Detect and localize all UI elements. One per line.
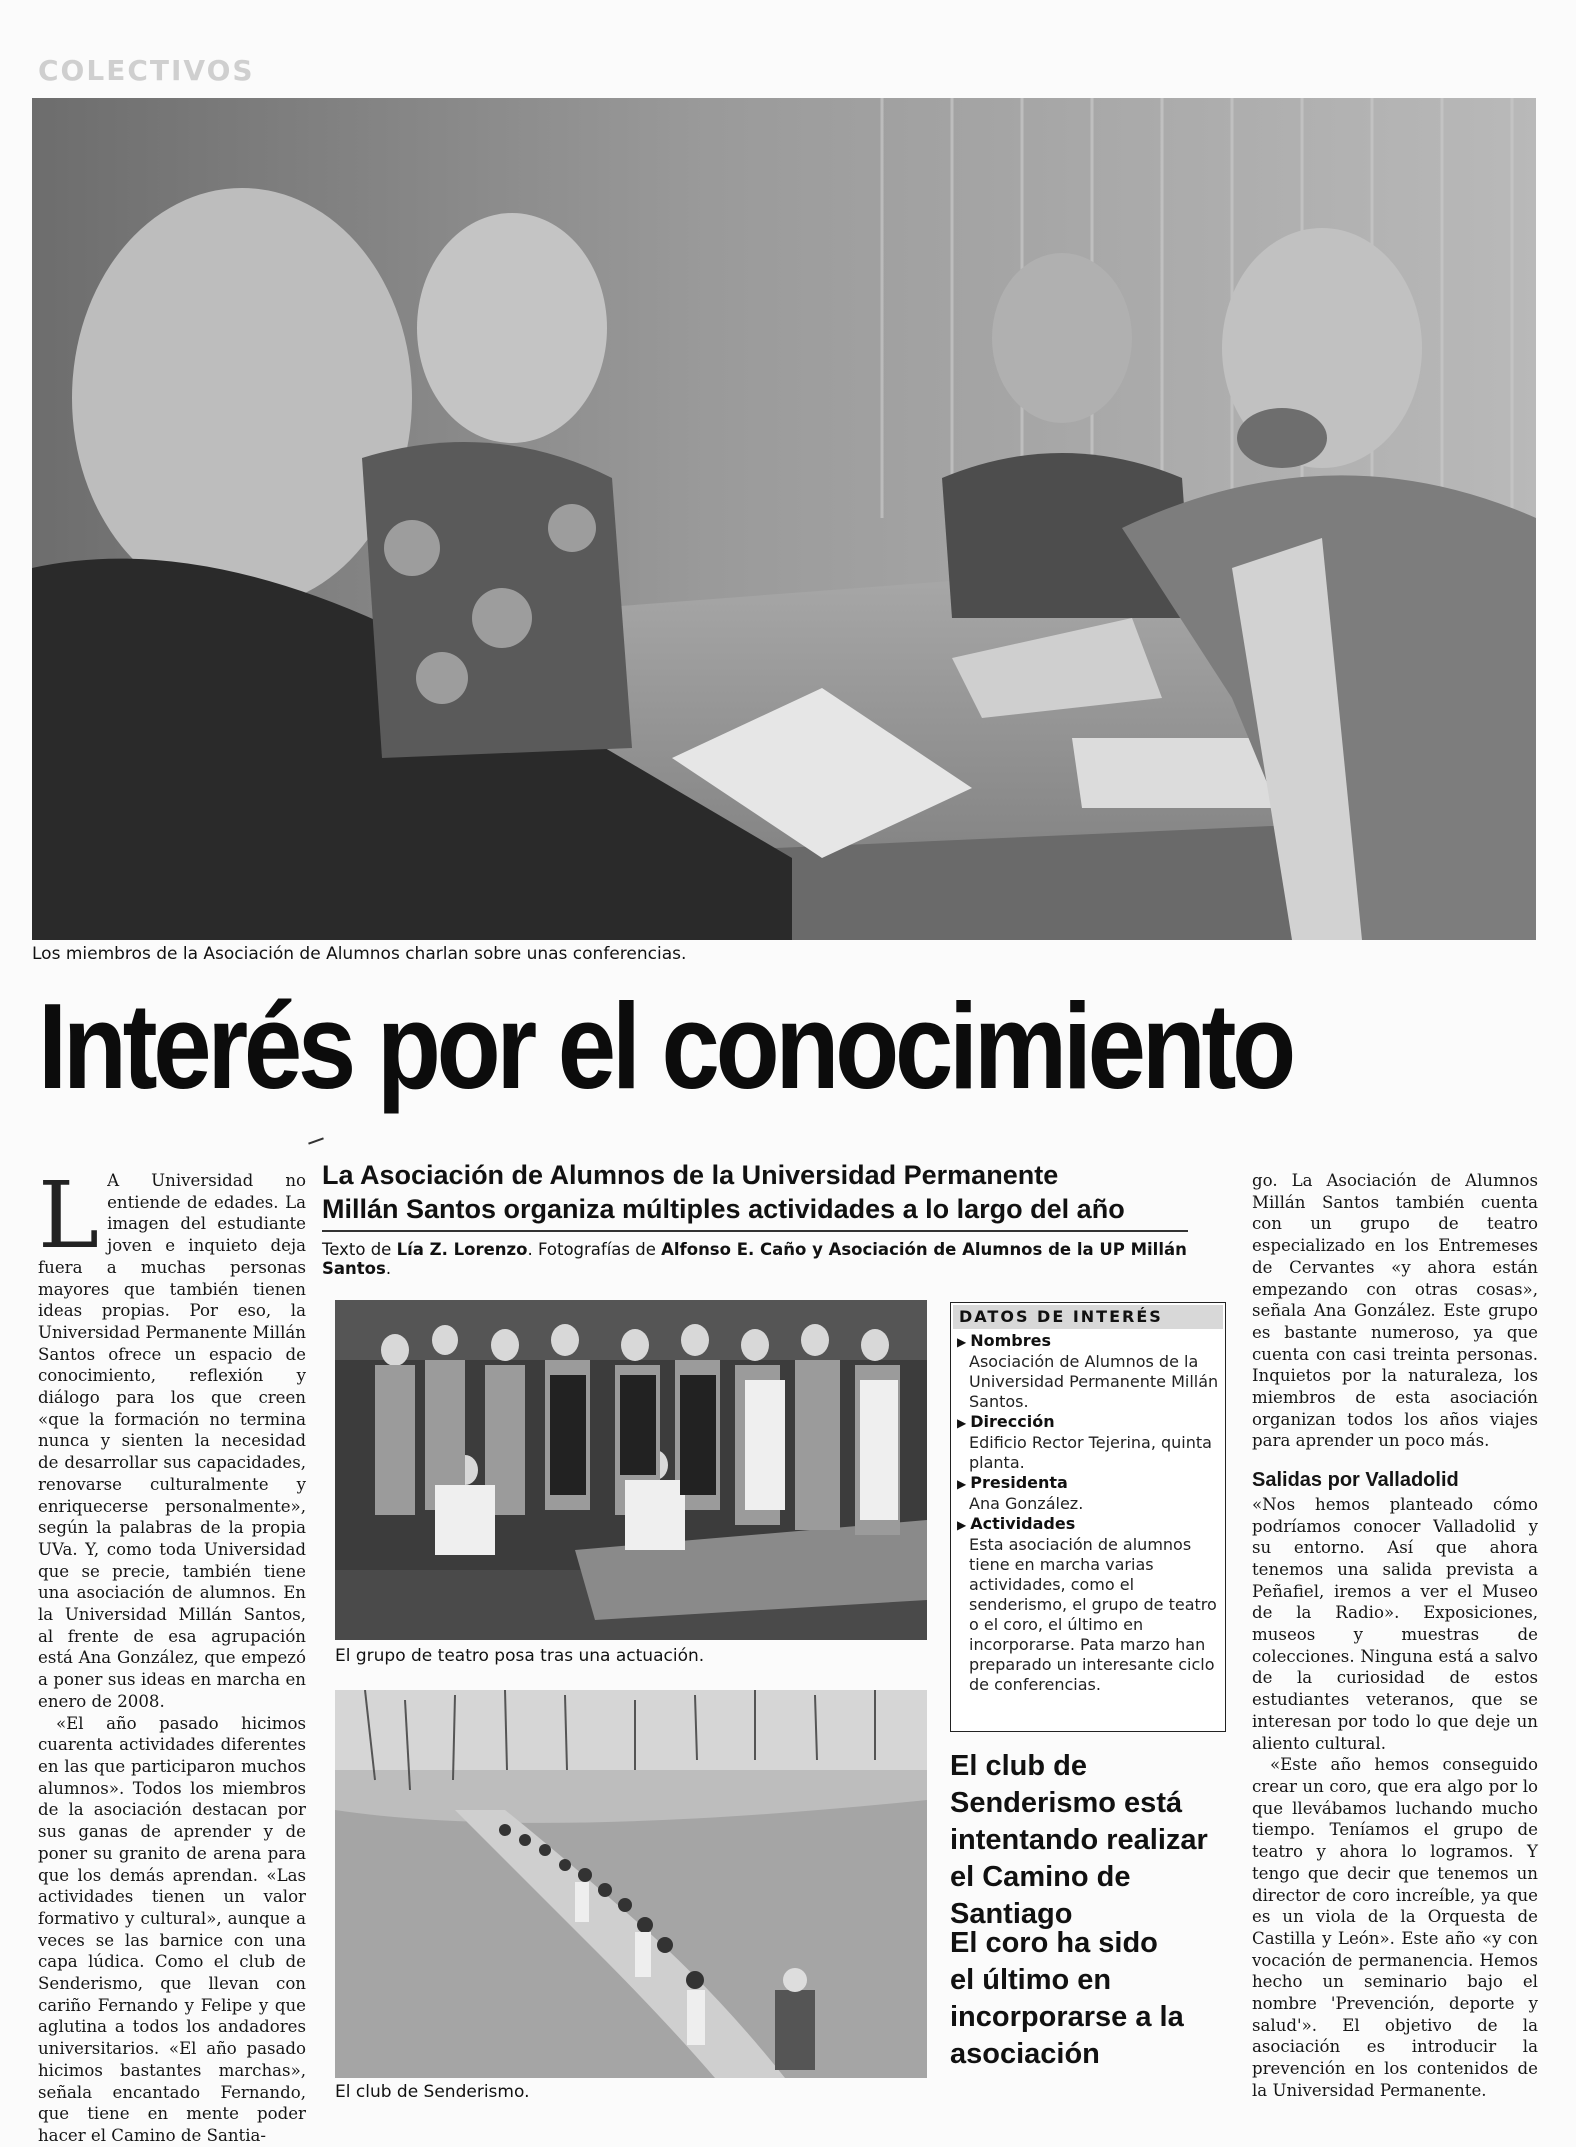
main-photo <box>32 98 1536 940</box>
body-right-paragraph-3: «Este año hemos conseguido crear un coro, que era algo por lo que llevábamos luchando mucho tiempo. Teníamos el grupo de teatro y ahora lo logramos. Y tengo que decir que tenemos un director de coro increíble, ya que es un viola de la Orquesta de Castilla y León». Este año «y con vocación de permanencia. Hemos hecho un seminario bajo el nombre 'Prevención, deporte y salud'». El objetivo de la asociación es introducir la prevención en los contenidos de la Universidad Permanente. <box>1252 1755 1538 2100</box>
byline-photo-prefix: . Fotografías de <box>527 1240 662 1259</box>
deck-tick <box>308 1137 324 1144</box>
datos-text: Asociación de Alumnos de la Universidad Permanente Millán Santos. <box>969 1352 1219 1411</box>
datos-item-direccion <box>951 1412 1225 1473</box>
datos-label: ▶ Dirección <box>957 1412 1219 1433</box>
main-photo-caption: Los miembros de la Asociación de Alumnos charlan sobre unas conferencias. <box>32 944 687 964</box>
deck-line-1: La Asociación de Alumnos de la Universidad Permanente <box>322 1160 1059 1190</box>
byline <box>322 1240 1212 1278</box>
pull-quote-coro: El coro ha sido el último en incorporarse a la asociación <box>950 1927 1184 2070</box>
headline: Interés por el conocimiento <box>38 978 1292 1114</box>
subhead-salidas: Salidas por Valladolid <box>1252 1469 1459 1492</box>
datos-item-presidenta <box>951 1473 1225 1514</box>
byline-text-prefix: Texto de <box>322 1240 397 1259</box>
datos-text: Edificio Rector Tejerina, quinta planta. <box>969 1433 1212 1472</box>
pull-quote-senderismo: El club de Senderismo está intentando realizar el Camino de Santiago <box>950 1750 1208 1930</box>
datos-de-interes-box <box>950 1302 1226 1732</box>
byline-photographers: Alfonso E. Caño y Asociación de Alumnos de la UP Millán Santos <box>322 1240 1187 1278</box>
datos-label: ▶ Presidenta <box>957 1473 1219 1494</box>
body-right-column <box>1252 1170 1538 2102</box>
body-right-paragraph-2: «Nos hemos planteado cómo podríamos conocer Valladolid y su entorno. Así que ahora tenemos una salida prevista a Peñafiel, iremos a ver el Museo de la Radio». Exposiciones, museos y muestras de colecciones. Ninguna está a salvo de la curiosidad de estos estudiantes veteranos, que se interesan por todo lo que deje un aliento cultural. <box>1252 1494 1538 1753</box>
body-left-paragraph-2: «El año pasado hicimos cuarenta actividades diferentes en las que participaron muchos alumnos». Todos los miembros de la asociación destacan por sus ganas de aprender y de poner su granito de arena para que los demás aprendan. «Las actividades tienen un valor formativo y cultural», aunque a veces se las barnice con una capa lúdica. Como el club de Senderismo, que llevan con cariño Fernando y Felipe y que aglutina a todos los andadores universitarios. «El año pasado hicimos bastantes marchas», señala encantado Fernando, que tiene en mente poder hacer el Camino de Santia- <box>38 1713 306 2145</box>
datos-text: Ana González. <box>969 1494 1084 1513</box>
body-left-column <box>38 1162 306 2147</box>
deck <box>322 1158 1188 1232</box>
hiking-photo-caption: El club de Senderismo. <box>335 2082 530 2102</box>
datos-label: ▶ Actividades <box>957 1514 1219 1535</box>
dropcap: L <box>38 1162 100 1269</box>
deck-line-2: Millán Santos organiza múltiples actividades a lo largo del año <box>322 1194 1125 1224</box>
datos-title: DATOS DE INTERÉS <box>953 1305 1223 1329</box>
theatre-photo <box>335 1300 927 1640</box>
byline-author: Lía Z. Lorenzo <box>396 1240 528 1259</box>
theatre-photo-caption: El grupo de teatro posa tras una actuación. <box>335 1646 705 1666</box>
body-left-paragraph-1: A Universidad no entiende de edades. La imagen del estudiante joven e inquieto deja fuera a muchas personas mayores que también tienen ideas propias. Por eso, la Universidad Permanente Millán Santos ofrece un espacio de conocimiento, reflexión y diálogo para los que creen «que la formación no termina nunca y sienten la necesidad de desarrollar sus capacidades, renovarse culturalmente y enriquecerse personalmente», según la palabras de la propia UVa. Y, como toda Universidad que se precie, también tiene una asociación de alumnos. En la Universidad Millán Santos, al frente de esa agrupación está Ana González, que empezó a poner sus ideas en marcha en enero de 2008. <box>38 1171 306 1711</box>
datos-text: Esta asociación de alumnos tiene en marcha varias actividades, como el senderismo, el grupo de teatro o el coro, el último en incorporarse. Pata marzo han preparado un interesante ciclo de conferencias. <box>969 1535 1217 1694</box>
section-label: COLECTIVOS <box>38 54 255 87</box>
hiking-photo <box>335 1690 927 2078</box>
datos-label: ▶ Nombres <box>957 1331 1219 1352</box>
datos-item-actividades <box>951 1514 1225 1695</box>
datos-item-nombres <box>951 1331 1225 1412</box>
byline-end: . <box>385 1259 392 1278</box>
body-right-paragraph-1: go. La Asociación de Alumnos Millán Santos también cuenta con un grupo de teatro especializado en los Entremeses de Cervantes «y ahora están empezando con otras cosas», señala Ana González. Este grupo es bastante numeroso, ya que cuenta con casi treinta personas. Inquietos por la naturaleza, los miembros de esta asociación organizan todos los años viajes para aprender un poco más. <box>1252 1171 1538 1451</box>
